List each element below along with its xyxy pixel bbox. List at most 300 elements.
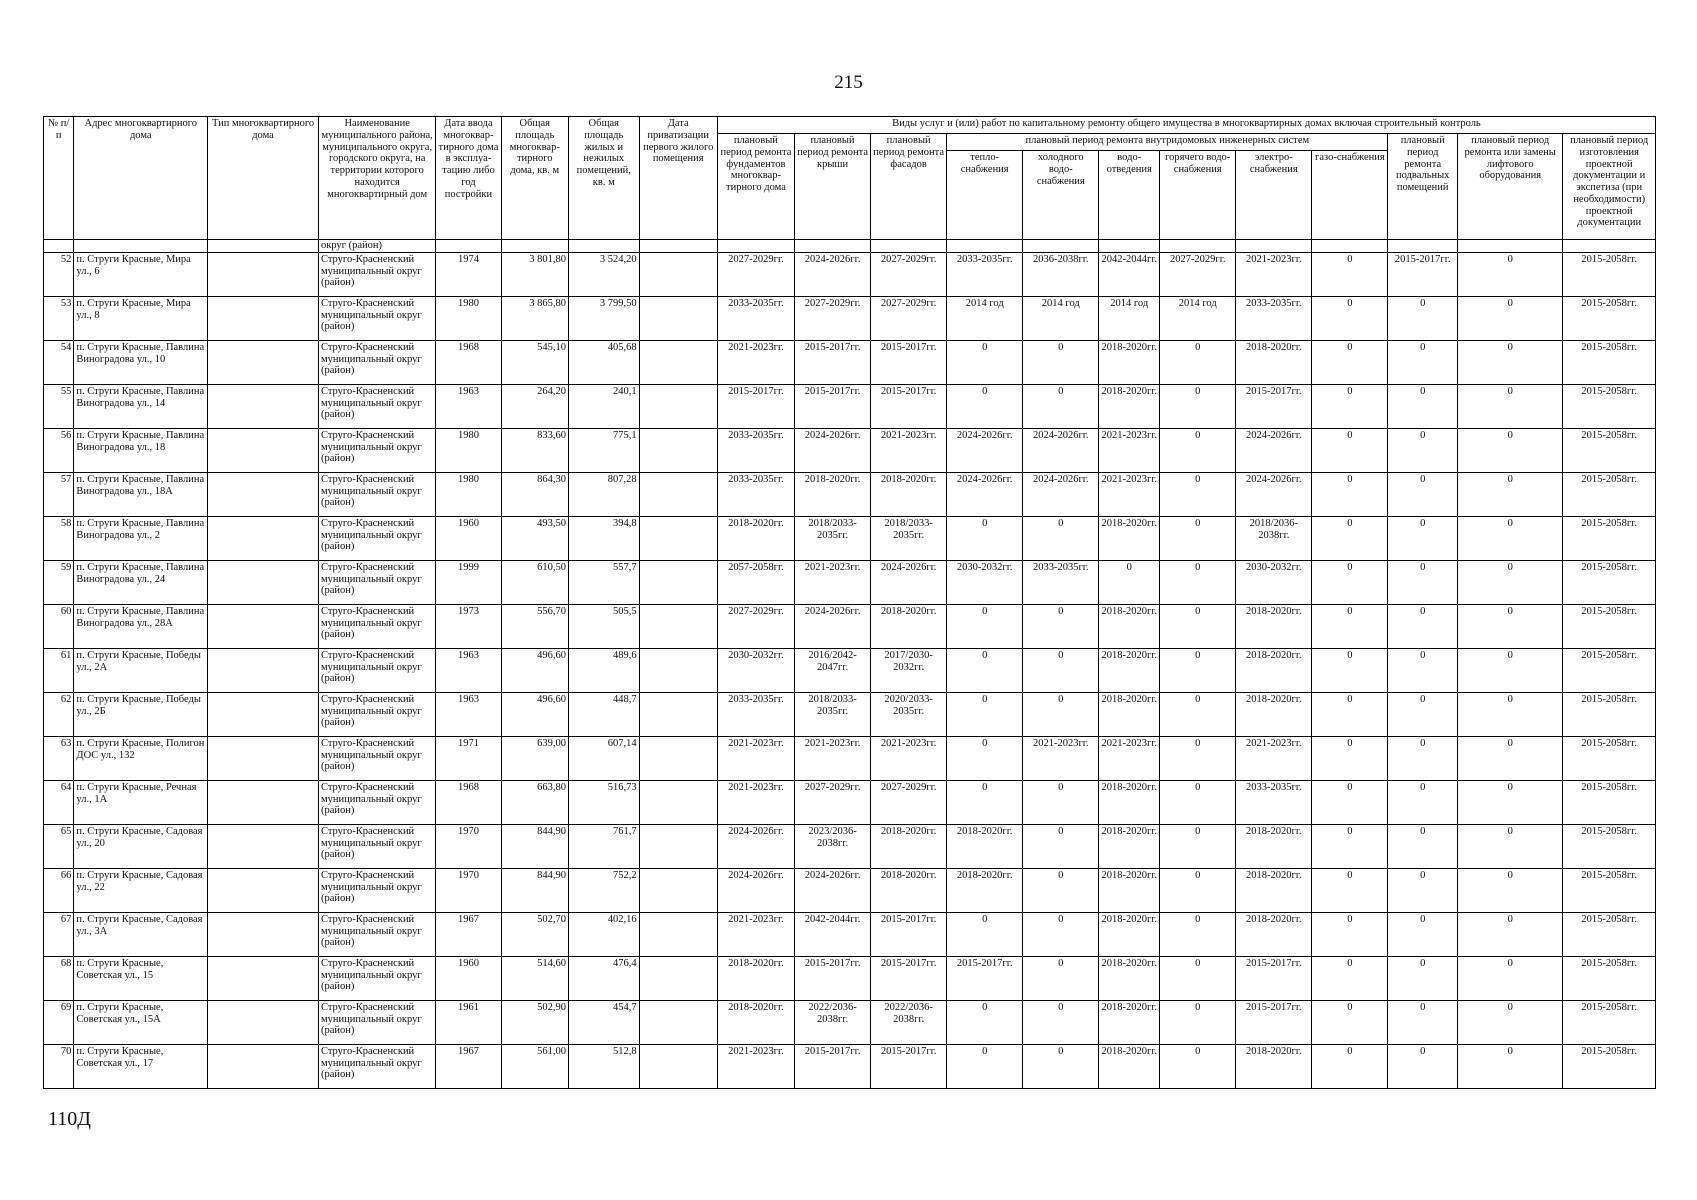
basement-cell: 0 [1388, 912, 1458, 956]
foundation-cell: 2057-2058гг. [717, 560, 794, 604]
table-row [44, 648, 1656, 692]
address-cell: п. Струги Красные, Речная ул., 1А [74, 780, 208, 824]
basement-cell: 0 [1388, 604, 1458, 648]
heat-cell: 2024-2026гг. [947, 428, 1023, 472]
design-cell: 2015-2058гг. [1563, 868, 1656, 912]
living-area-cell: 3 799,50 [568, 296, 639, 340]
gas-cell: 0 [1312, 340, 1388, 384]
row-number: 57 [44, 472, 74, 516]
living-area-cell: 405,68 [568, 340, 639, 384]
facade-cell: 2024-2026гг. [871, 560, 947, 604]
living-area-cell: 516,73 [568, 780, 639, 824]
year-cell: 1999 [436, 560, 501, 604]
facade-cell: 2021-2023гг. [871, 428, 947, 472]
type-cell [208, 736, 319, 780]
row-number: 61 [44, 648, 74, 692]
municipality-cell: Струго-Красненский муниципальный округ (район) [318, 1044, 435, 1088]
design-cell: 2015-2058гг. [1563, 604, 1656, 648]
municipality-cell: Струго-Красненский муниципальный округ (район) [318, 736, 435, 780]
total-area-cell: 514,60 [501, 956, 568, 1000]
gas-cell: 0 [1312, 560, 1388, 604]
electric-cell: 2015-2017гг. [1236, 384, 1312, 428]
electric-cell: 2018-2020гг. [1236, 648, 1312, 692]
roof-cell: 2042-2044гг. [795, 912, 871, 956]
living-area-cell: 489,6 [568, 648, 639, 692]
facade-cell: 2015-2017гг. [871, 340, 947, 384]
gas-cell: 0 [1312, 472, 1388, 516]
heat-cell: 2018-2020гг. [947, 868, 1023, 912]
elevator-cell: 0 [1457, 252, 1562, 296]
header-year: Дата ввода многоквар-тирного дома в эксплуа-тацию либо год постройки [436, 117, 501, 240]
basement-cell: 0 [1388, 384, 1458, 428]
municipality-cell: Струго-Красненский муниципальный округ (район) [318, 824, 435, 868]
privatization-cell [639, 604, 717, 648]
basement-cell: 0 [1388, 560, 1458, 604]
basement-cell: 2015-2017гг. [1388, 252, 1458, 296]
roof-cell: 2024-2026гг. [795, 868, 871, 912]
hot-water-cell: 0 [1160, 912, 1236, 956]
hot-water-cell: 0 [1160, 736, 1236, 780]
design-cell: 2015-2058гг. [1563, 516, 1656, 560]
row-number: 55 [44, 384, 74, 428]
row-number: 65 [44, 824, 74, 868]
facade-cell: 2021-2023гг. [871, 736, 947, 780]
electric-cell: 2021-2023гг. [1236, 252, 1312, 296]
header-facade: плановый период ремонта фасадов [871, 134, 947, 240]
type-cell [208, 560, 319, 604]
gas-cell: 0 [1312, 604, 1388, 648]
living-area-cell: 402,16 [568, 912, 639, 956]
type-cell [208, 1044, 319, 1088]
heat-cell: 2015-2017гг. [947, 956, 1023, 1000]
gas-cell: 0 [1312, 1000, 1388, 1044]
cold-water-cell: 0 [1023, 912, 1099, 956]
roof-cell: 2024-2026гг. [795, 252, 871, 296]
header-basement: плановый период ремонта подвальных помещений [1388, 134, 1458, 240]
address-cell: п. Струги Красные, Победы ул., 2Б [74, 692, 208, 736]
foundation-cell: 2021-2023гг. [717, 1044, 794, 1088]
type-cell [208, 296, 319, 340]
roof-cell: 2015-2017гг. [795, 384, 871, 428]
sewer-cell: 2021-2023гг. [1099, 472, 1160, 516]
total-area-cell: 545,10 [501, 340, 568, 384]
total-area-cell: 844,90 [501, 868, 568, 912]
sewer-cell: 2018-2020гг. [1099, 912, 1160, 956]
living-area-cell: 807,28 [568, 472, 639, 516]
table-row [44, 252, 1656, 296]
table-row [44, 560, 1656, 604]
sewer-cell: 2018-2020гг. [1099, 780, 1160, 824]
cold-water-cell: 2014 год [1023, 296, 1099, 340]
cold-water-cell: 0 [1023, 1044, 1099, 1088]
privatization-cell [639, 252, 717, 296]
gas-cell: 0 [1312, 956, 1388, 1000]
basement-cell: 0 [1388, 824, 1458, 868]
hot-water-cell: 0 [1160, 604, 1236, 648]
facade-cell: 2027-2029гг. [871, 780, 947, 824]
cold-water-cell: 2024-2026гг. [1023, 472, 1099, 516]
total-area-cell: 864,30 [501, 472, 568, 516]
type-cell [208, 780, 319, 824]
municipality-cell: Струго-Красненский муниципальный округ (район) [318, 912, 435, 956]
gas-cell: 0 [1312, 648, 1388, 692]
heat-cell: 2024-2026гг. [947, 472, 1023, 516]
cold-water-cell: 0 [1023, 648, 1099, 692]
total-area-cell: 264,20 [501, 384, 568, 428]
year-cell: 1970 [436, 824, 501, 868]
foundation-cell: 2030-2032гг. [717, 648, 794, 692]
address-cell: п. Струги Красные, Победы ул., 2А [74, 648, 208, 692]
municipality-cell: Струго-Красненский муниципальный округ (район) [318, 648, 435, 692]
hot-water-cell: 0 [1160, 428, 1236, 472]
electric-cell: 2018-2020гг. [1236, 340, 1312, 384]
table-row [44, 780, 1656, 824]
total-area-cell: 556,70 [501, 604, 568, 648]
municipality-cell: Струго-Красненский муниципальный округ (район) [318, 780, 435, 824]
table-row [44, 868, 1656, 912]
year-cell: 1968 [436, 340, 501, 384]
address-cell: п. Струги Красные, Павлина Виноградова ул., 28А [74, 604, 208, 648]
design-cell: 2015-2058гг. [1563, 692, 1656, 736]
elevator-cell: 0 [1457, 868, 1562, 912]
elevator-cell: 0 [1457, 296, 1562, 340]
living-area-cell: 607,14 [568, 736, 639, 780]
table-body [44, 240, 1656, 1089]
design-cell: 2015-2058гг. [1563, 912, 1656, 956]
basement-cell: 0 [1388, 868, 1458, 912]
heat-cell: 0 [947, 780, 1023, 824]
sewer-cell: 2018-2020гг. [1099, 340, 1160, 384]
table-row [44, 472, 1656, 516]
roof-cell: 2016/2042-2047гг. [795, 648, 871, 692]
address-cell: п. Струги Красные, Павлина Виноградова ул., 14 [74, 384, 208, 428]
cold-water-cell: 0 [1023, 780, 1099, 824]
living-area-cell: 775,1 [568, 428, 639, 472]
gas-cell: 0 [1312, 384, 1388, 428]
facade-cell: 2015-2017гг. [871, 384, 947, 428]
basement-cell: 0 [1388, 296, 1458, 340]
cold-water-cell: 0 [1023, 1000, 1099, 1044]
living-area-cell: 394,8 [568, 516, 639, 560]
municipality-cell: Струго-Красненский муниципальный округ (район) [318, 428, 435, 472]
type-cell [208, 692, 319, 736]
design-cell: 2015-2058гг. [1563, 1000, 1656, 1044]
gas-cell: 0 [1312, 736, 1388, 780]
gas-cell: 0 [1312, 1044, 1388, 1088]
privatization-cell [639, 384, 717, 428]
foundation-cell: 2021-2023гг. [717, 736, 794, 780]
foundation-cell: 2021-2023гг. [717, 912, 794, 956]
sewer-cell: 2018-2020гг. [1099, 384, 1160, 428]
type-cell [208, 384, 319, 428]
privatization-cell [639, 516, 717, 560]
header-design: плановый период изготовления проектной документации и экспетиза (при необходимости) проектной документации [1563, 134, 1656, 240]
foundation-cell: 2021-2023гг. [717, 780, 794, 824]
table-row [44, 692, 1656, 736]
elevator-cell: 0 [1457, 384, 1562, 428]
facade-cell: 2018-2020гг. [871, 868, 947, 912]
basement-cell: 0 [1388, 428, 1458, 472]
address-cell: п. Струги Красные, Садовая ул., 20 [74, 824, 208, 868]
sewer-cell: 2021-2023гг. [1099, 428, 1160, 472]
continuation-text: округ (район) [318, 240, 435, 253]
privatization-cell [639, 560, 717, 604]
municipality-cell: Струго-Красненский муниципальный округ (район) [318, 472, 435, 516]
total-area-cell: 639,00 [501, 736, 568, 780]
hot-water-cell: 0 [1160, 472, 1236, 516]
privatization-cell [639, 428, 717, 472]
elevator-cell: 0 [1457, 780, 1562, 824]
cold-water-cell: 2033-2035гг. [1023, 560, 1099, 604]
basement-cell: 0 [1388, 780, 1458, 824]
type-cell [208, 956, 319, 1000]
design-cell: 2015-2058гг. [1563, 296, 1656, 340]
type-cell [208, 472, 319, 516]
year-cell: 1960 [436, 516, 501, 560]
living-area-cell: 512,8 [568, 1044, 639, 1088]
address-cell: п. Струги Красные, Полигон ДОС ул., 132 [74, 736, 208, 780]
heat-cell: 0 [947, 384, 1023, 428]
row-number: 56 [44, 428, 74, 472]
privatization-cell [639, 780, 717, 824]
basement-cell: 0 [1388, 648, 1458, 692]
electric-cell: 2021-2023гг. [1236, 736, 1312, 780]
facade-cell: 2027-2029гг. [871, 252, 947, 296]
hot-water-cell: 2027-2029гг. [1160, 252, 1236, 296]
municipality-cell: Струго-Красненский муниципальный округ (район) [318, 1000, 435, 1044]
header-works-group: Виды услуг и (или) работ по капитальному ремонту общего имущества в многоквартирных домах включая строительный контроль [717, 117, 1655, 134]
heat-cell: 2033-2035гг. [947, 252, 1023, 296]
facade-cell: 2027-2029гг. [871, 296, 947, 340]
sewer-cell: 2021-2023гг. [1099, 736, 1160, 780]
elevator-cell: 0 [1457, 1000, 1562, 1044]
footer-code: 110Д [48, 1108, 91, 1130]
address-cell: п. Струги Красные, Советская ул., 15 [74, 956, 208, 1000]
privatization-cell [639, 1000, 717, 1044]
header-address: Адрес многоквартирного дома [74, 117, 208, 240]
foundation-cell: 2027-2029гг. [717, 252, 794, 296]
heat-cell: 0 [947, 648, 1023, 692]
header-cold-water: холодного водо-снабжения [1023, 151, 1099, 240]
municipality-cell: Струго-Красненский муниципальный округ (район) [318, 516, 435, 560]
privatization-cell [639, 472, 717, 516]
cold-water-cell: 2024-2026гг. [1023, 428, 1099, 472]
foundation-cell: 2033-2035гг. [717, 296, 794, 340]
gas-cell: 0 [1312, 780, 1388, 824]
cold-water-cell: 2021-2023гг. [1023, 736, 1099, 780]
row-number: 70 [44, 1044, 74, 1088]
row-number: 59 [44, 560, 74, 604]
roof-cell: 2018/2033-2035гг. [795, 516, 871, 560]
year-cell: 1967 [436, 912, 501, 956]
elevator-cell: 0 [1457, 912, 1562, 956]
privatization-cell [639, 340, 717, 384]
table-row [44, 340, 1656, 384]
cold-water-cell: 0 [1023, 516, 1099, 560]
hot-water-cell: 0 [1160, 692, 1236, 736]
electric-cell: 2015-2017гг. [1236, 956, 1312, 1000]
roof-cell: 2015-2017гг. [795, 1044, 871, 1088]
row-number: 53 [44, 296, 74, 340]
hot-water-cell: 0 [1160, 560, 1236, 604]
foundation-cell: 2033-2035гг. [717, 428, 794, 472]
total-area-cell: 833,60 [501, 428, 568, 472]
header-type: Тип многоквартирного дома [208, 117, 319, 240]
year-cell: 1960 [436, 956, 501, 1000]
heat-cell: 0 [947, 1000, 1023, 1044]
facade-cell: 2020/2033-2035гг. [871, 692, 947, 736]
roof-cell: 2022/2036-2038гг. [795, 1000, 871, 1044]
header-num: № п/п [44, 117, 74, 240]
facade-cell: 2018-2020гг. [871, 604, 947, 648]
header-privatization: Дата приватизации первого жилого помещения [639, 117, 717, 240]
privatization-cell [639, 912, 717, 956]
electric-cell: 2033-2035гг. [1236, 780, 1312, 824]
electric-cell: 2030-2032гг. [1236, 560, 1312, 604]
table-row [44, 1044, 1656, 1088]
total-area-cell: 663,80 [501, 780, 568, 824]
type-cell [208, 648, 319, 692]
elevator-cell: 0 [1457, 648, 1562, 692]
municipality-cell: Струго-Красненский муниципальный округ (район) [318, 340, 435, 384]
design-cell: 2015-2058гг. [1563, 780, 1656, 824]
elevator-cell: 0 [1457, 736, 1562, 780]
electric-cell: 2018-2020гг. [1236, 604, 1312, 648]
municipality-cell: Струго-Красненский муниципальный округ (район) [318, 296, 435, 340]
foundation-cell: 2024-2026гг. [717, 824, 794, 868]
living-area-cell: 557,7 [568, 560, 639, 604]
type-cell [208, 868, 319, 912]
facade-cell: 2015-2017гг. [871, 912, 947, 956]
roof-cell: 2024-2026гг. [795, 428, 871, 472]
type-cell [208, 516, 319, 560]
hot-water-cell: 0 [1160, 1000, 1236, 1044]
foundation-cell: 2018-2020гг. [717, 516, 794, 560]
privatization-cell [639, 1044, 717, 1088]
year-cell: 1961 [436, 1000, 501, 1044]
sewer-cell: 2014 год [1099, 296, 1160, 340]
table-header [44, 117, 1656, 240]
row-number: 62 [44, 692, 74, 736]
table-row [44, 912, 1656, 956]
heat-cell: 0 [947, 516, 1023, 560]
row-number: 58 [44, 516, 74, 560]
hot-water-cell: 0 [1160, 956, 1236, 1000]
heat-cell: 0 [947, 912, 1023, 956]
elevator-cell: 0 [1457, 604, 1562, 648]
basement-cell: 0 [1388, 516, 1458, 560]
municipality-cell: Струго-Красненский муниципальный округ (район) [318, 868, 435, 912]
total-area-cell: 844,90 [501, 824, 568, 868]
year-cell: 1963 [436, 692, 501, 736]
design-cell: 2015-2058гг. [1563, 384, 1656, 428]
header-heat: тепло-снабжения [947, 151, 1023, 240]
continuation-row [44, 240, 1656, 253]
gas-cell: 0 [1312, 692, 1388, 736]
basement-cell: 0 [1388, 1000, 1458, 1044]
row-number: 64 [44, 780, 74, 824]
design-cell: 2015-2058гг. [1563, 472, 1656, 516]
basement-cell: 0 [1388, 956, 1458, 1000]
header-electric: электро-снабжения [1236, 151, 1312, 240]
foundation-cell: 2024-2026гг. [717, 868, 794, 912]
type-cell [208, 252, 319, 296]
hot-water-cell: 0 [1160, 648, 1236, 692]
cold-water-cell: 0 [1023, 868, 1099, 912]
table-row [44, 516, 1656, 560]
heat-cell: 0 [947, 692, 1023, 736]
foundation-cell: 2018-2020гг. [717, 1000, 794, 1044]
roof-cell: 2021-2023гг. [795, 736, 871, 780]
privatization-cell [639, 956, 717, 1000]
electric-cell: 2018-2020гг. [1236, 824, 1312, 868]
hot-water-cell: 0 [1160, 780, 1236, 824]
design-cell: 2015-2058гг. [1563, 956, 1656, 1000]
year-cell: 1973 [436, 604, 501, 648]
year-cell: 1971 [436, 736, 501, 780]
heat-cell: 2014 год [947, 296, 1023, 340]
elevator-cell: 0 [1457, 340, 1562, 384]
design-cell: 2015-2058гг. [1563, 340, 1656, 384]
living-area-cell: 476,4 [568, 956, 639, 1000]
roof-cell: 2015-2017гг. [795, 340, 871, 384]
living-area-cell: 752,2 [568, 868, 639, 912]
sewer-cell: 2018-2020гг. [1099, 516, 1160, 560]
electric-cell: 2024-2026гг. [1236, 428, 1312, 472]
roof-cell: 2018/2033-2035гг. [795, 692, 871, 736]
table-row [44, 1000, 1656, 1044]
page-number: 215 [834, 72, 863, 93]
hot-water-cell: 0 [1160, 340, 1236, 384]
design-cell: 2015-2058гг. [1563, 560, 1656, 604]
gas-cell: 0 [1312, 252, 1388, 296]
facade-cell: 2015-2017гг. [871, 1044, 947, 1088]
year-cell: 1980 [436, 472, 501, 516]
total-area-cell: 561,00 [501, 1044, 568, 1088]
year-cell: 1970 [436, 868, 501, 912]
heat-cell: 2018-2020гг. [947, 824, 1023, 868]
sewer-cell: 0 [1099, 560, 1160, 604]
cold-water-cell: 0 [1023, 824, 1099, 868]
sewer-cell: 2018-2020гг. [1099, 956, 1160, 1000]
row-number: 54 [44, 340, 74, 384]
address-cell: п. Струги Красные, Павлина Виноградова ул., 2 [74, 516, 208, 560]
address-cell: п. Струги Красные, Садовая ул., 3А [74, 912, 208, 956]
total-area-cell: 496,60 [501, 648, 568, 692]
facade-cell: 2022/2036-2038гг. [871, 1000, 947, 1044]
hot-water-cell: 2014 год [1160, 296, 1236, 340]
address-cell: п. Струги Красные, Павлина Виноградова ул., 18 [74, 428, 208, 472]
basement-cell: 0 [1388, 340, 1458, 384]
roof-cell: 2021-2023гг. [795, 560, 871, 604]
electric-cell: 2015-2017гг. [1236, 1000, 1312, 1044]
design-cell: 2015-2058гг. [1563, 1044, 1656, 1088]
living-area-cell: 505,5 [568, 604, 639, 648]
address-cell: п. Струги Красные, Павлина Виноградова ул., 24 [74, 560, 208, 604]
table-row [44, 736, 1656, 780]
sewer-cell: 2018-2020гг. [1099, 648, 1160, 692]
electric-cell: 2018-2020гг. [1236, 868, 1312, 912]
design-cell: 2015-2058гг. [1563, 648, 1656, 692]
foundation-cell: 2015-2017гг. [717, 384, 794, 428]
basement-cell: 0 [1388, 736, 1458, 780]
gas-cell: 0 [1312, 912, 1388, 956]
elevator-cell: 0 [1457, 472, 1562, 516]
municipality-cell: Струго-Красненский муниципальный округ (район) [318, 560, 435, 604]
total-area-cell: 3 801,80 [501, 252, 568, 296]
facade-cell: 2018/2033-2035гг. [871, 516, 947, 560]
basement-cell: 0 [1388, 692, 1458, 736]
